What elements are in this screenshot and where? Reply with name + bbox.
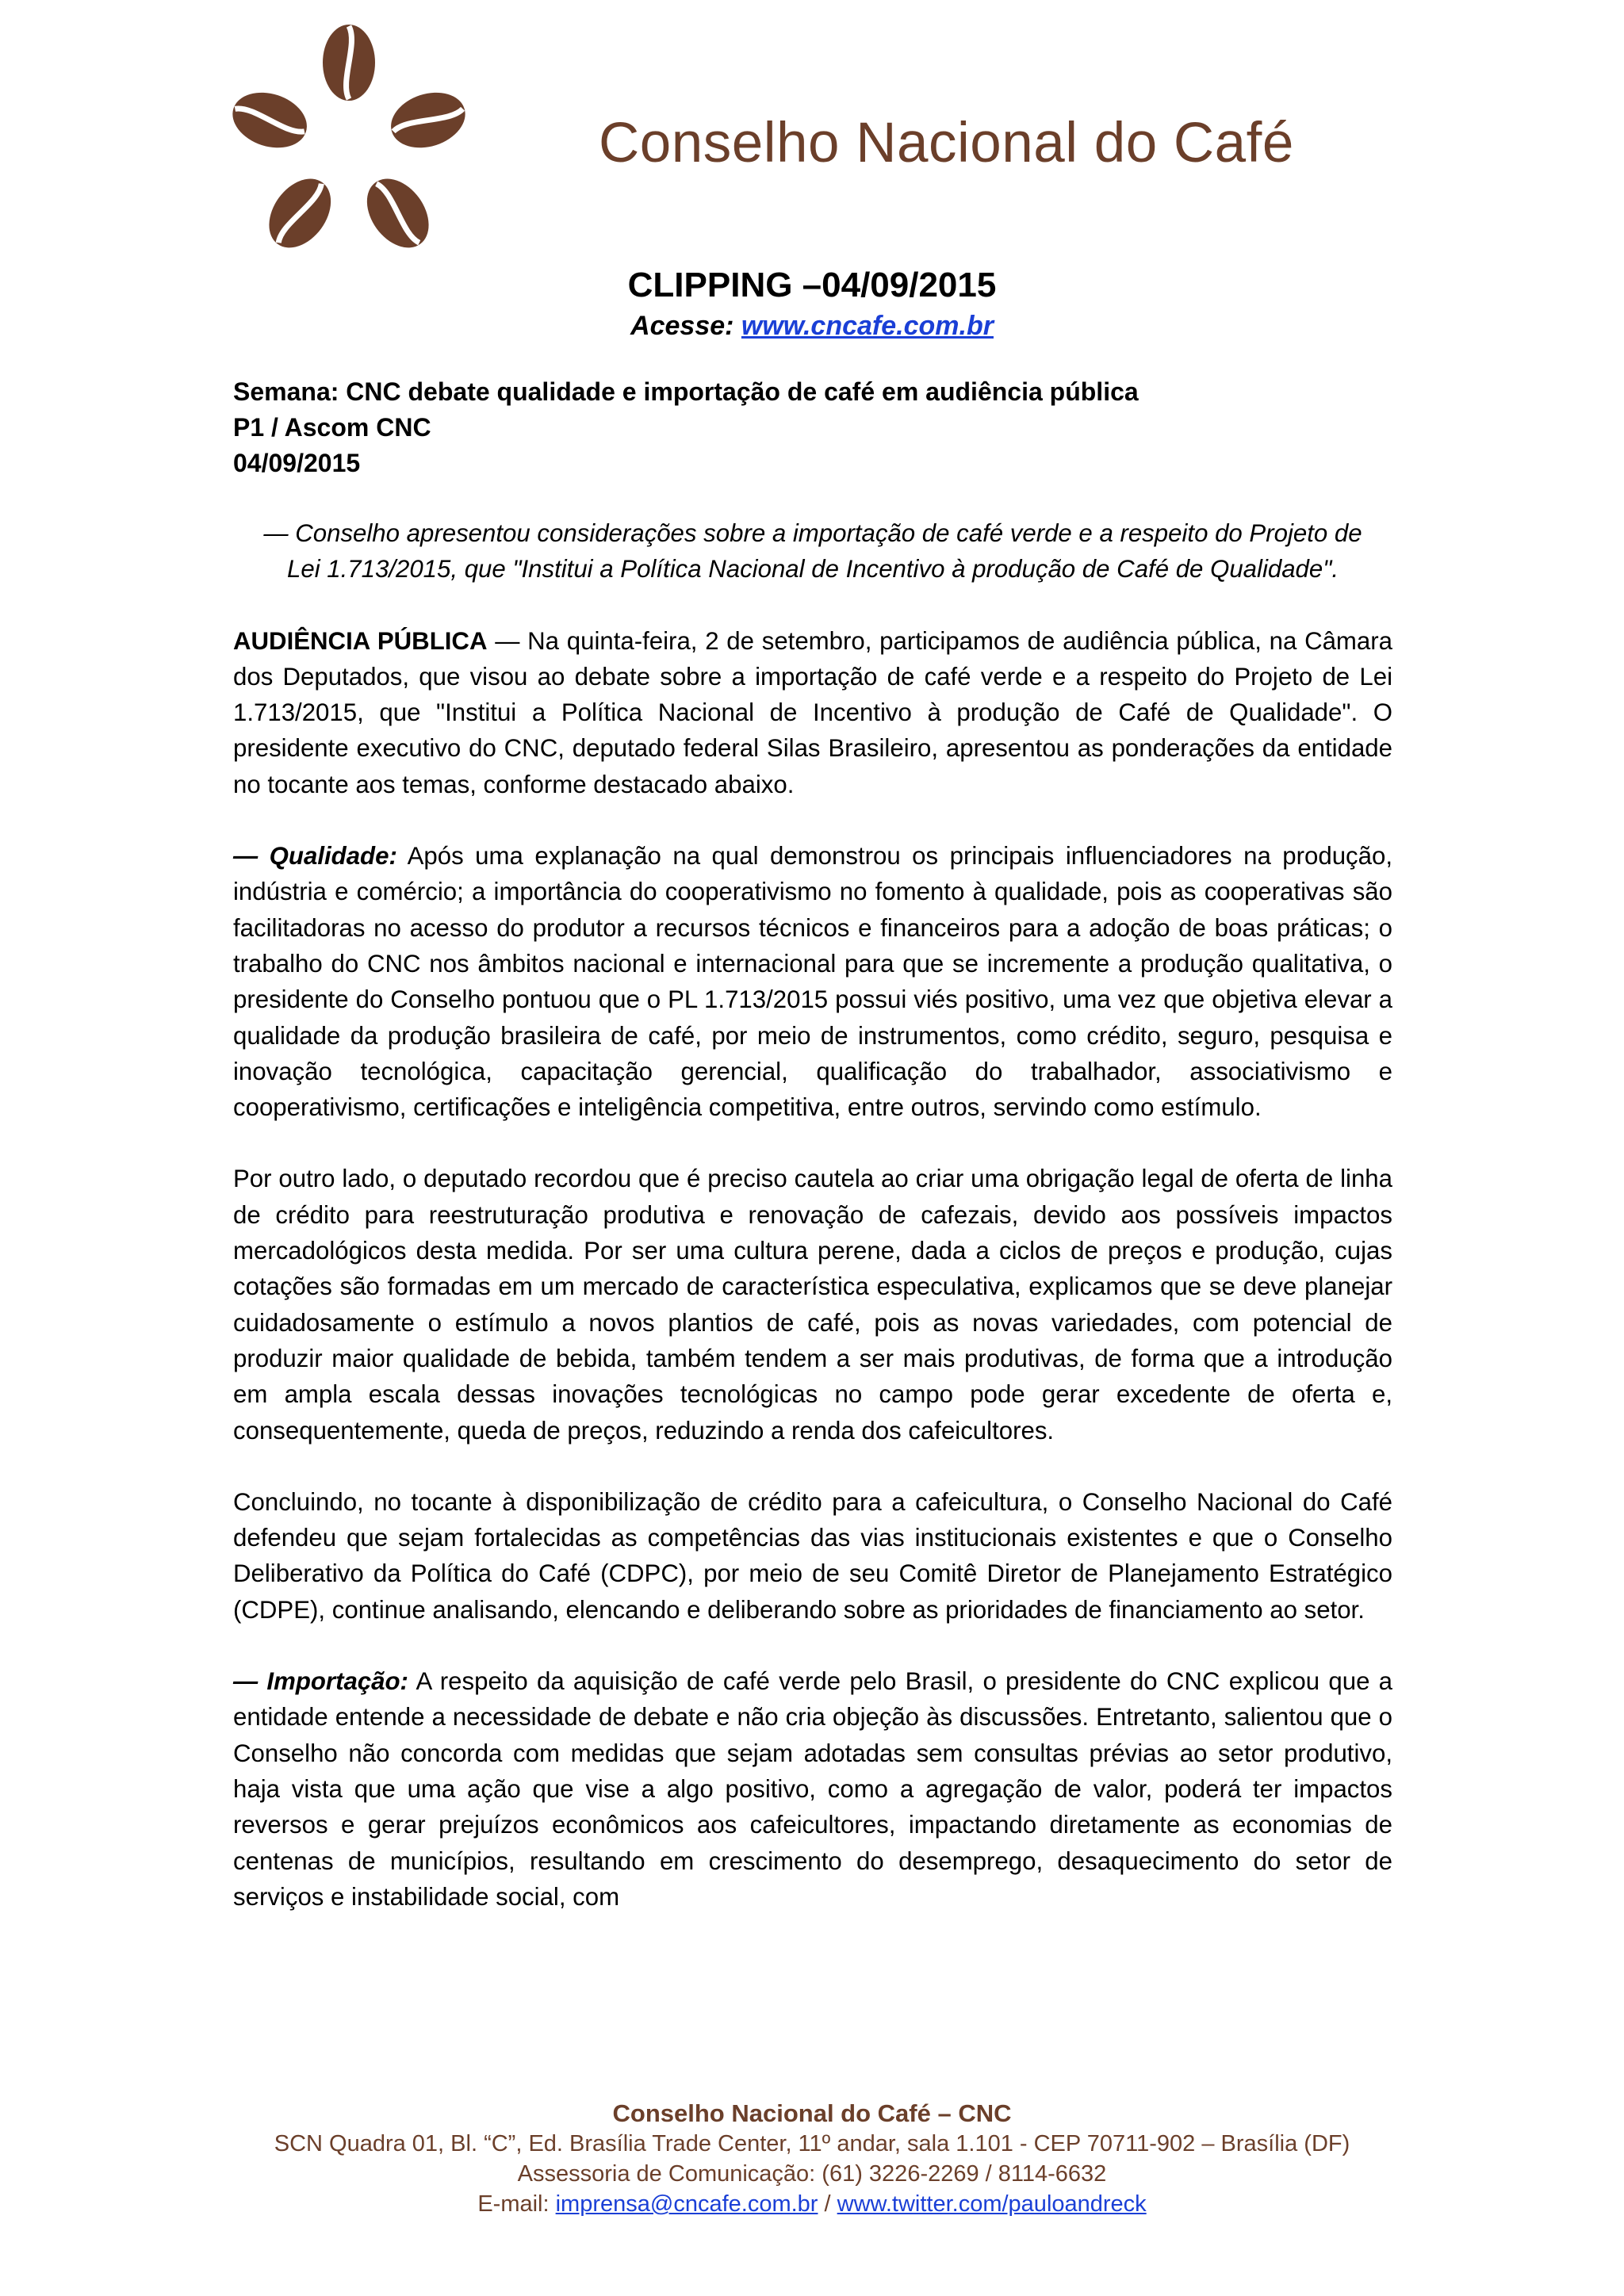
article-date: 04/09/2015 [233, 449, 361, 477]
paragraph-text: Após uma explanação na qual demonstrou os principais influenciadores na produção, indústria e comércio; a importância do cooperativismo no fomento à qualidade, pois as cooperativas são facilitadoras no acesso do produtor a recursos técnicos e financeiros para a adoção de boas práticas; o trabalho do CNC nos âmbitos nacional e internacional para que se incremente a produção qualitativa, o presidente do Conselho pontuou que o PL 1.713/2015 possui viés positivo, uma vez que objetiva elevar a qualidade da produção brasileira de café, por meio de instrumentos, como crédito, seguro, pesquisa e inovação tecnológica, capacitação gerencial, qualificação do trabalhador, associativismo e cooperativismo, certificações e inteligência competitiva, entre outros, servindo como estímulo. [233, 842, 1393, 1122]
article-headline: Semana: CNC debate qualidade e importação de café em audiência pública [233, 377, 1139, 406]
footer-contacts [0, 2189, 1624, 2219]
email-label: E-mail: [477, 2191, 556, 2217]
coffee-beans-ring-icon [230, 22, 468, 270]
paragraph-audiencia [233, 623, 1392, 802]
twitter-link[interactable]: www.twitter.com/pauloandreck [837, 2191, 1147, 2217]
paragraph-text: — Na quinta-feira, 2 de setembro, participamos de audiência pública, na Câmara dos Deputados, que visou ao debate sobre a importação de café verde e a respeito do Projeto de Lei 1.713/2015, que "Institui a Política Nacional de Incentivo à produção de Café de Qualidade". O presidente executivo do CNC, deputado federal Silas Brasileiro, apresentou as ponderações da entidade no tocante aos temas, conforme destacado abaixo. [233, 626, 1392, 798]
separator: / [818, 2191, 837, 2217]
page-footer [0, 2099, 1624, 2219]
brand-name: Conselho Nacional do Café [599, 112, 1294, 174]
footer-phone: Assessoria de Comunicação: (61) 3226-2269 / 8114-6632 [517, 2161, 1107, 2187]
paragraph-importacao [233, 1663, 1392, 1915]
access-label: Acesse: [630, 311, 734, 341]
section-label-qualidade: — Qualidade: [233, 842, 397, 871]
paragraph-qualidade [233, 838, 1392, 1125]
email-link[interactable]: imprensa@cncafe.com.br [555, 2191, 818, 2217]
footer-org: Conselho Nacional do Café – CNC [612, 2099, 1012, 2127]
article-lead: — Conselho apresentou considerações sobre a importação de café verde e a respeito do Projeto de Lei 1.713/2015, que "Institui a Política Nacional de Incentivo à produção de Café de Qualidade". [263, 519, 1362, 584]
article-body [233, 515, 1392, 1950]
footer-address: SCN Quadra 01, Bl. “C”, Ed. Brasília Trade Center, 11º andar, sala 1.101 - CEP 70711-902 – Brasília (DF) [274, 2131, 1350, 2156]
site-link[interactable]: www.cncafe.com.br [741, 311, 994, 341]
clipping-title: CLIPPING –04/09/2015 [627, 266, 997, 304]
section-label-importacao: — Importação: [233, 1667, 408, 1696]
paragraph-concluindo: Concluindo, no tocante à disponibilização de crédito para a cafeicultura, o Conselho Nacional do Café defendeu que sejam fortalecidas as competências das vias institucionais existentes e que o Conselho Deliberativo da Política do Café (CDPC), por meio de seu Comitê Diretor de Planejamento Estratégico (CDPE), continue analisando, elencando e deliberando sobre as prioridades de financiamento ao setor. [233, 1487, 1392, 1624]
section-label-audiencia: AUDIÊNCIA PÚBLICA [233, 626, 488, 655]
paragraph-outro-lado: Por outro lado, o deputado recordou que é preciso cautela ao criar uma obrigação legal de oferta de linha de crédito para reestruturação produtiva e renovação de cafezais, devido aos possíveis impactos mercadológicos desta medida. Por ser uma cultura perene, dada a ciclos de preços e produção, cujas cotações são formadas em um mercado de característica especulativa, explicamos que se deve planejar cuidadosamente o estímulo a novos plantios de café, pois as novas variedades, com potencial de produzir maior qualidade de bebida, também tendem a ser mais produtivas, de forma que a introdução em ampla escala dessas inovações tecnológicas no campo pode gerar excedente de oferta e, consequentemente, queda de preços, reduzindo a renda dos cafeicultores. [233, 1165, 1392, 1445]
paragraph-text: A respeito da aquisição de café verde pelo Brasil, o presidente do CNC explicou que a entidade entende a necessidade de debate e não cria objeção às discussões. Entretanto, salientou que o Conselho não concorda com medidas que sejam adotadas sem consultas prévias ao setor produtivo, haja vista que uma ação que vise a algo positivo, como a agregação de valor, poderá ter impactos reversos e gerar prejuízos econômicos aos cafeicultores, impactando diretamente as economias de centenas de municípios, resultando em crescimento do desemprego, desaquecimento do setor de serviços e instabilidade social, com [233, 1667, 1393, 1911]
access-line [0, 311, 1624, 342]
article-source: P1 / Ascom CNC [233, 413, 431, 442]
article-meta [233, 374, 1139, 481]
